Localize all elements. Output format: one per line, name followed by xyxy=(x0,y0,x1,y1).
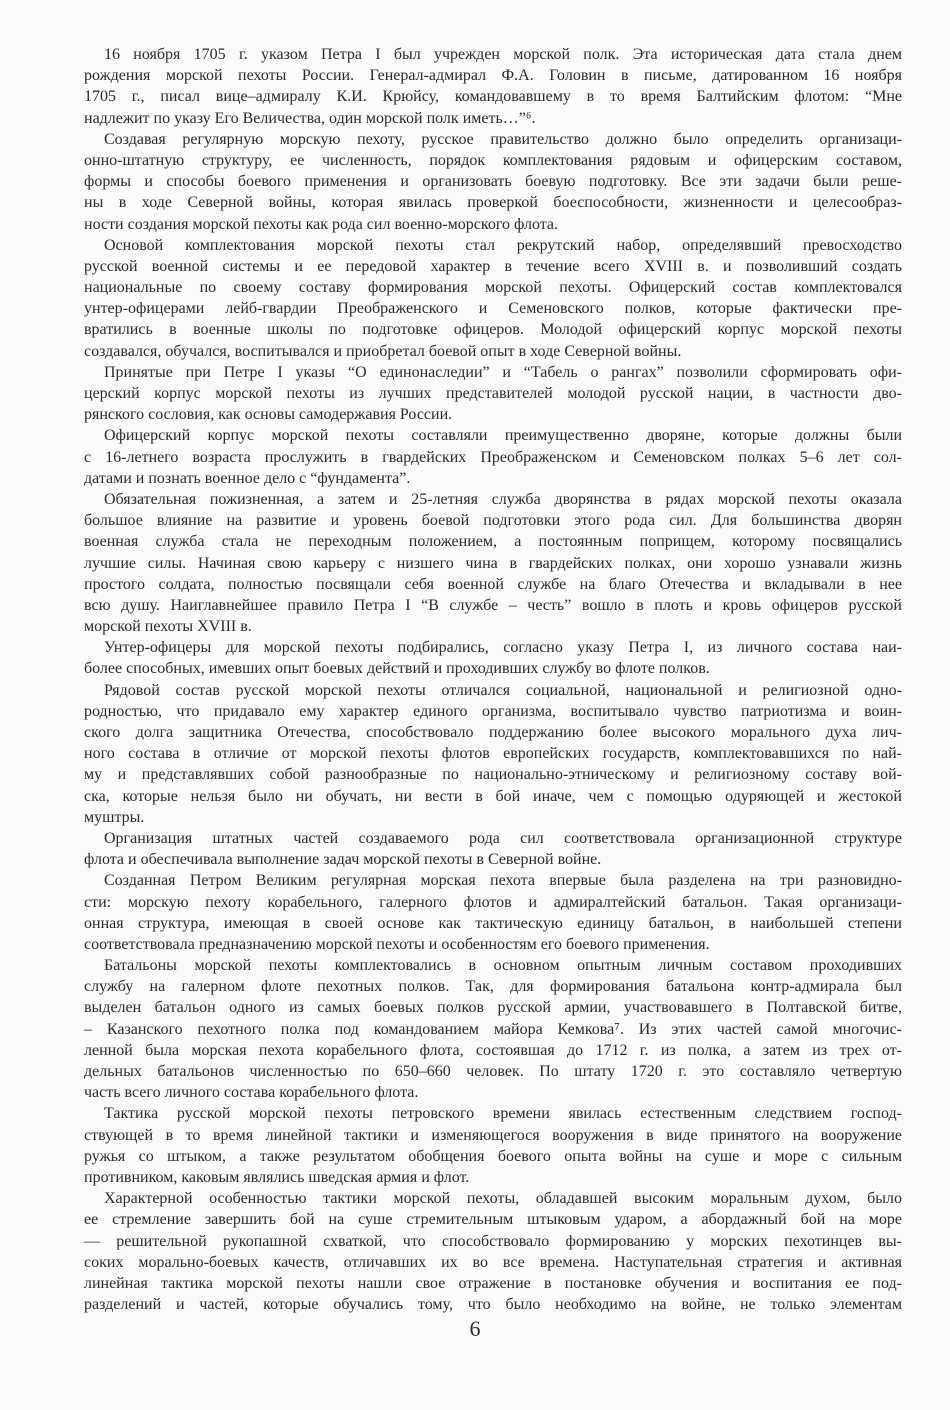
text-line: противником, каковым являлись шведская армия и флот. xyxy=(84,1168,470,1186)
text-line: рождения морской пехоты России. Генерал-адмирал Ф.А. Головин в письме, датированном 16 ноября xyxy=(84,67,902,85)
text-line: ности создания морской пехоты как рода сил военно-морского флота. xyxy=(84,215,559,233)
text-line: – Казанского пехотного полка под командованием майора Кемкова⁷. Из этих частей самой многочис- xyxy=(84,1020,902,1038)
text-line: флота и обеспечивала выполнение задач морской пехоты в Северной войне. xyxy=(84,851,602,869)
text-line: формы и способы боевого применения и организовать боевую подготовку. Все эти задачи были реше- xyxy=(84,173,902,191)
text-line: 16 ноября 1705 г. указом Петра I был учрежден морской полк. Эта историческая дата стала днем xyxy=(104,46,902,63)
paragraph xyxy=(84,44,902,129)
paragraph xyxy=(84,870,902,955)
paragraph xyxy=(84,1103,902,1188)
text-line: Рядовой состав русской морской пехоты отличался социальной, национальной и религиозной одно- xyxy=(104,681,902,699)
text-line: выделен батальон одного из самых боевых полков русской армии, участвовавшего в Полтавской битве, xyxy=(84,999,902,1017)
text-line: Характерной особенностью тактики морской пехоты, обладавшей высоким моральным духом, было xyxy=(104,1190,902,1208)
text-line: Создавая регулярную морскую пехоту, русское правительство должно было определить организаци- xyxy=(104,130,902,148)
text-line: военная служба стала не переходным положением, а постоянным поприщем, которому посвящались xyxy=(84,533,902,551)
text-line: соответствовала предназначению морской пехоты и особенностям его боевого применения. xyxy=(84,935,710,953)
text-line: Унтер-офицеры для морской пехоты подбирались, согласно указу Петра I, из личного состава наи- xyxy=(104,639,902,657)
text-line: церский корпус морской пехоты из лучших представителей молодой русской нации, в частности дво- xyxy=(84,385,902,402)
text-line: более способных, имевших опыт боевых действий и проходивших службу во флоте полков. xyxy=(84,660,710,678)
text-line: родностью, что придавало ему характер единого организма, воспитывало чувство патриотизма и воин- xyxy=(84,702,902,720)
text-line: онно-штатную структуру, ее численность, порядок комплектования рядовым и офицерским составом, xyxy=(84,151,902,169)
text-line: му и представлявших собой разнообразные по национально-этническому и религиозному составу вой- xyxy=(84,766,902,784)
text-line: разделений и частей, которые обучались тому, что было необходимо на войне, не только элементам xyxy=(84,1296,902,1314)
text-line: Тактика русской морской пехоты петровского времени явилась естественным следствием господ- xyxy=(104,1105,902,1123)
text-line: Созданная Петром Великим регулярная морская пехота впервые была разделена на три разновидно- xyxy=(104,872,902,890)
text-line: Батальоны морской пехоты комплектовались в основном опытным личным составом проходивших xyxy=(104,957,902,975)
paragraph xyxy=(84,489,902,637)
text-line: часть всего личного состава корабельного флота. xyxy=(84,1084,419,1102)
text-line: вратились в военные школы по подготовке офицеров. Молодой офицерский корпус морской пехоты xyxy=(84,321,902,339)
text-line: сти: морскую пехоту корабельного, галерного флотов и адмиралтейский батальон. Такая организаци- xyxy=(84,893,902,911)
page-body xyxy=(84,44,902,1315)
paragraph xyxy=(84,828,902,870)
paragraph xyxy=(84,680,902,828)
text-line: с 16-летнего возраста прослужить в гвардейских Преображенском и Семеновском полках 5–6 лет сол- xyxy=(84,448,902,466)
text-line: дельных батальонов численностью по 650–660 человек. По штату 1720 г. это составляло четвертую xyxy=(84,1063,902,1080)
paragraph xyxy=(84,637,902,679)
text-line: ского долга защитника Отечества, способствовало поддержанию более высокого морального духа лич- xyxy=(84,724,902,741)
paragraph xyxy=(84,1188,902,1315)
text-line: большое влияние на развитие и уровень боевой подготовки этого рода сил. Для большинства дворян xyxy=(84,512,902,530)
text-line: морской пехоты XVIII в. xyxy=(84,618,252,636)
text-line: национальные по своему составу формирования морской пехоты. Офицерский состав комплектовался xyxy=(84,279,902,297)
text-line: надлежит по указу Его Величества, один морской полк иметь…”⁶. xyxy=(84,109,536,127)
text-line: линейная тактика морской пехоты нашли свое отражение в постановке обучения и воспитания ее под- xyxy=(84,1274,902,1292)
paragraph xyxy=(84,129,902,235)
text-line: онная структура, имеющая в своей основе как тактическую единицу батальон, в наибольшей степени xyxy=(84,914,902,932)
paragraph xyxy=(84,362,902,426)
text-line: Офицерский корпус морской пехоты составляли преимущественно дворяне, которые должны были xyxy=(104,427,902,445)
text-line: Основой комплектования морской пехоты стал рекрутский набор, определявший превосходство xyxy=(104,236,902,254)
text-line: муштры. xyxy=(84,808,145,826)
text-line: создавался, обучался, воспитывался и приобретал боевой опыт в ходе Северной войны. xyxy=(84,342,682,360)
text-line: рянского сословия, как основы самодержавия России. xyxy=(84,406,453,424)
text-line: Обязательная пожизненная, а затем и 25-летняя служба дворянства в рядах морской пехоты оказала xyxy=(104,490,902,508)
text-line: Принятые при Петре I указы “О единонаследии” и “Табель о рангах” позволили сформировать офи- xyxy=(104,363,902,381)
text-line: лучшие силы. Начиная свою карьеру с низшего чина в гвардейских полках, они хорошо узнавали жизнь xyxy=(84,554,902,572)
text-line: Организация штатных частей создаваемого рода сил соответствовала организационной структуре xyxy=(104,829,902,847)
paragraph xyxy=(84,425,902,489)
text-line: русской военной системы и ее передовой характер в течение всего XVIII в. и позволивший создать xyxy=(84,257,902,275)
text-line: ного состава в отличие от морской пехоты флотов европейских государств, комплектовавшихся по най- xyxy=(84,745,902,763)
text-line: унтер-офицерами лейб-гвардии Преображенского и Семеновского полков, которые фактически пре- xyxy=(84,300,902,318)
text-line: ружья со штыком, а также результатом обобщения боевого опыта войны на суше и море с сильным xyxy=(84,1147,902,1165)
text-line: соких морально-боевых качеств, отличавших их во все времена. Наступательная стратегия и активная xyxy=(84,1253,902,1271)
text-line: ее стремление завершить бой на суше стремительным штыковым ударом, а абордажный бой на море xyxy=(84,1211,902,1229)
text-line: 1705 г., писал вице–адмиралу К.И. Крюйсу, командовавшему в то время Балтийским флотом: “Мне xyxy=(84,88,902,106)
text-line: ны в ходе Северной войны, которая явилась проверкой боеспособности, жизненности и целесообраз- xyxy=(84,194,902,212)
text-line: датами и познать военное дело с “фундамента”. xyxy=(84,469,411,487)
text-line: ствующей в то время линейной тактики и изменяющегося вооружения в виде принятого на вооружение xyxy=(84,1126,902,1144)
text-line: ска, которые нельзя было ни обучать, ни вести в бой иначе, чем с помощью одуряющей и жестокой xyxy=(84,787,902,805)
text-line: ленной была морская пехота корабельного флота, состоявшая до 1712 г. из полка, а затем из трех от- xyxy=(84,1041,902,1059)
paragraph xyxy=(84,955,902,1103)
paragraph xyxy=(84,235,902,362)
page-number: 6 xyxy=(469,1316,481,1341)
text-line: всю душу. Наиглавнейшее правило Петра I “В службе – честь” вошло в плоть и кровь офицеров русской xyxy=(84,596,902,614)
text-line: — решительной рукопашной схваткой, что способствовало формированию у морских пехотинцев вы- xyxy=(84,1232,902,1250)
text-line: простого солдата, полностью посвящали себя военной службе на благо Отечества и вкладывали в нее xyxy=(84,575,902,593)
text-line: службу на галерном флоте пехотных полков. Так, для формирования батальона контр-адмирала был xyxy=(84,978,902,996)
